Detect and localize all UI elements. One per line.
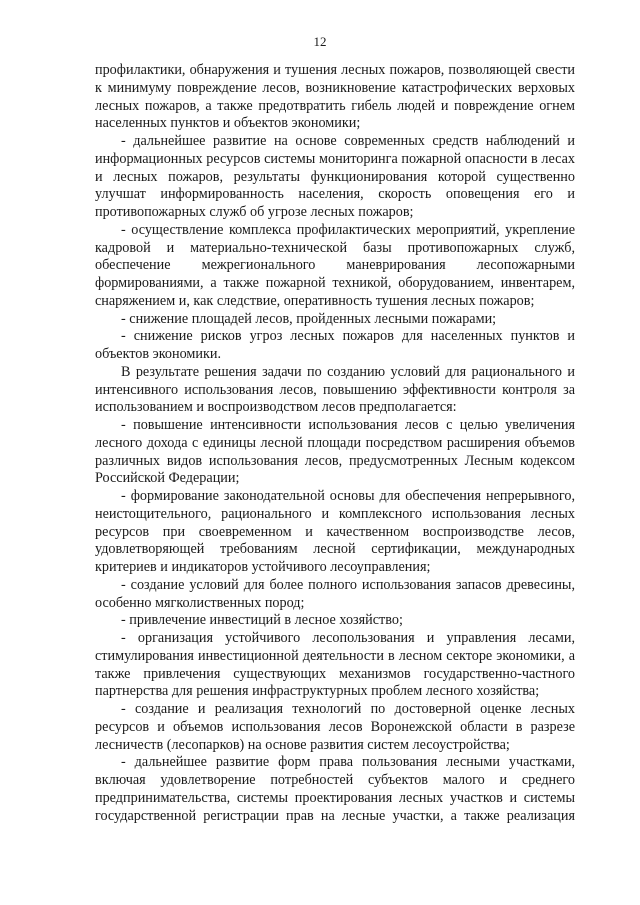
paragraph: - осуществление комплекса профилактических мероприятий, укрепление кадровой и материально-технической базы противопожарных служб, обеспечение межрегионального маневрирования лесопожарными формированиями, а также пожарной техникой, оборудованием, инвентарем, снаряжением и, как следствие, оперативность тушения лесных пожаров;	[95, 221, 575, 309]
paragraph: - создание и реализация технологий по достоверной оценке лесных ресурсов и объемов использования лесов Воронежской области в разрезе лесничеств (лесопарков) на основе развития систем лесоустройства;	[95, 701, 575, 753]
paragraph: - снижение рисков угроз лесных пожаров для населенных пунктов и объектов экономики.	[95, 328, 575, 362]
paragraph: - привлечение инвестиций в лесное хозяйство;	[121, 612, 403, 629]
paragraph: - снижение площадей лесов, пройденных лесными пожарами;	[121, 310, 497, 327]
paragraph: - дальнейшее развитие форм права пользования лесными участками, включая удовлетворение потребностей субъектов малого и среднего предпринимательства, системы проектирования лесных участков и системы государственной регистрации прав на лесные участки, а также реализация	[95, 754, 575, 824]
page-number: 12	[313, 34, 327, 49]
body-text	[95, 62, 575, 825]
paragraph: В результате решения задачи по созданию условий для рационального и интенсивного использования лесов, повышению эффективности контроля за использованием и воспроизводством лесов предполагается:	[95, 363, 575, 416]
paragraph: - формирование законодательной основы для обеспечения непрерывного, неистощительного, рационального и комплексного использования лесных ресурсов при своевременном и качественном воспроизводстве лесов, удовлетворяющей требованиям лесной сертификации, международных критериев и индикаторов устойчивого лесоуправления;	[95, 488, 575, 575]
paragraph: - организация устойчивого лесопользования и управления лесами, стимулирования инвестиционной деятельности в лесном секторе экономики, а также привлечения существующих механизмов государственно-частного партнерства для решения инфраструктурных проблем лесного хозяйства;	[95, 630, 575, 700]
paragraph: - создание условий для более полного использования запасов древесины, особенно мягколиственных пород;	[95, 576, 575, 611]
paragraph: - повышение интенсивности использования лесов с целью увеличения лесного дохода с единицы лесной площади посредством расширения объемов различных видов использования лесов, предусмотренных Лесным кодексом Российской Федерации;	[95, 417, 575, 487]
paragraph: профилактики, обнаружения и тушения лесных пожаров, позволяющей свести к минимуму повреждение лесов, возникновение катастрофических верховых лесных пожаров, а также предотвратить гибель людей и повреждение огнем населенных пунктов и объектов экономики;	[95, 62, 575, 132]
paragraph: - дальнейшее развитие на основе современных средств наблюдений и информационных ресурсов системы мониторинга пожарной опасности в лесах и лесных пожаров, результаты функционирования которой существенно улучшат информированность населения, скорость оповещения его и противопожарных служб об угрозе лесных пожаров;	[95, 133, 575, 220]
